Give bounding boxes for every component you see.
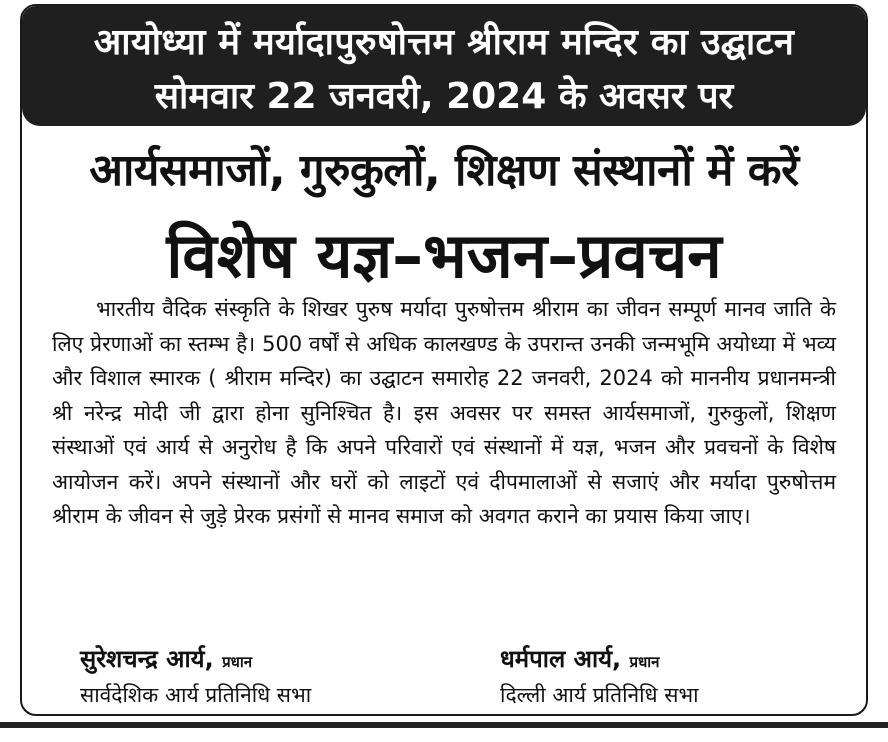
banner-title: आयोध्या में मर्यादापुरुषोत्तम श्रीराम मन्दिर का उद्घाटन	[93, 22, 795, 63]
signatory-title: प्रधान	[629, 653, 660, 671]
signatory-left: सुरेशचन्द्र आर्य, प्रधान सार्वदेशिक आर्य प्रतिनिधि सभा	[80, 645, 312, 707]
subheading: आर्यसमाजों, गुरुकुलों, शिक्षण संस्थानों में करें	[89, 145, 799, 196]
banner-date: सोमवार 22 जनवरी, 2024 के अवसर पर	[154, 76, 734, 117]
signatory-title: प्रधान	[222, 653, 253, 671]
signatory-org: दिल्ली आर्य प्रतिनिधि सभा	[500, 683, 699, 707]
signatory-name: धर्मपाल आर्य	[500, 645, 613, 673]
header-banner	[22, 6, 866, 126]
bottom-rule	[0, 722, 888, 728]
body-paragraph: भारतीय वैदिक संस्कृति के शिखर पुरुष मर्यादा पुरुषोत्तम श्रीराम का जीवन सम्पूर्ण मानव जाति के लिए प्रेरणाओं का स्तम्भ है। 500 वर्षों से अधिक कालखण्ड के उपरान्त उनकी जन्मभूमि अयोध्या में भव्य और विशाल स्मारक ( श्रीराम मन्दिर) का उद्घाटन समारोह 22 जनवरी, 2024 को माननीय प्रधानमन्त्री श्री नरेन्द्र मोदी जी द्वारा होना सुनिश्चित है। इस अवसर पर समस्त आर्यसमाजों, गुरुकुलों, शिक्षण संस्थाओं एवं आर्य से अनुरोध है कि अपने परिवारों एवं संस्थानों में यज्ञ, भजन और प्रवचनों के विशेष आयोजन करें। अपने संस्थानों और घरों को लाइटों एवं दीपमालाओं से सजाएं और मर्यादा पुरुषोत्तम श्रीराम के जीवन से जुड़े प्रेरक प्रसंगों से मानव समाज को अवगत कराने का प्रयास किया जाए।	[52, 297, 836, 528]
main-heading: विशेष यज्ञ–भजन–प्रवचन	[166, 219, 722, 292]
signatory-org: सार्वदेशिक आर्य प्रतिनिधि सभा	[80, 683, 312, 707]
signatory-name: सुरेशचन्द्र आर्य	[80, 645, 205, 673]
notice-frame	[20, 4, 868, 716]
signatory-right: धर्मपाल आर्य, प्रधान दिल्ली आर्य प्रतिनिधि सभा	[500, 645, 699, 707]
